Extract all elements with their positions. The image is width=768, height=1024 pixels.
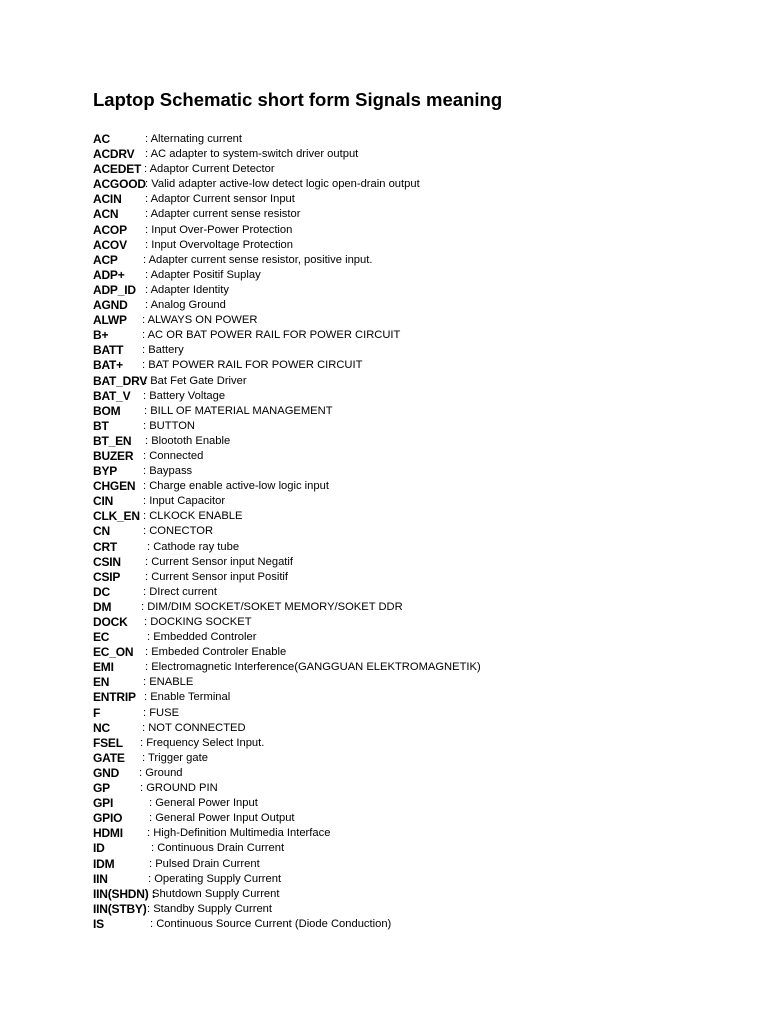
list-item [93, 524, 748, 539]
signal-definition: : GROUND PIN [140, 782, 218, 795]
signal-abbreviation: CIN [93, 494, 114, 509]
list-item [93, 434, 748, 449]
list-item [93, 162, 748, 177]
signal-abbreviation: EC_ON [93, 645, 134, 660]
signal-abbreviation: ACEDET [93, 162, 142, 177]
signal-definition: : BAT POWER RAIL FOR POWER CIRCUIT [142, 359, 363, 372]
list-item [93, 132, 748, 147]
list-item [93, 283, 748, 298]
signal-definition: : DOCKING SOCKET [144, 616, 252, 628]
signal-definition: : Adapter current sense resistor, positive input. [143, 253, 373, 266]
signal-definition: : Input Over-Power Protection [145, 223, 293, 236]
signal-abbreviation: CLK_EN [93, 509, 140, 524]
signal-abbreviation: BUZER [93, 448, 134, 463]
list-item [93, 223, 748, 238]
signal-definition: : Adapter current sense resistor [145, 208, 301, 221]
signal-definition: : Adapter Positif Suplay [145, 268, 261, 281]
signal-definition: : Continuous Source Current (Diode Conduction) [150, 917, 392, 930]
signal-definition: : AC OR BAT POWER RAIL FOR POWER CIRCUIT [142, 329, 401, 342]
signal-definition: : Current Sensor input Negatif [145, 555, 293, 568]
signal-abbreviation: BT [93, 418, 109, 433]
signal-abbreviation: ENTRIP [93, 690, 136, 705]
list-item [93, 645, 748, 660]
list-item [93, 736, 748, 751]
list-item [93, 555, 748, 570]
signal-abbreviation: ACN [93, 207, 119, 222]
list-item [93, 630, 748, 645]
signal-abbreviation: BATT [93, 343, 124, 358]
list-item [93, 872, 748, 887]
signal-definition: : CONECTOR [143, 525, 214, 538]
signal-definition: : Bat Fet Gate Driver [144, 374, 247, 387]
list-item [93, 826, 748, 841]
signal-abbreviation: ACGOOD [93, 177, 146, 192]
signal-definition: : Bloototh Enable [145, 434, 231, 447]
signal-abbreviation: ACDRV [93, 147, 135, 162]
list-item [93, 238, 748, 253]
signal-definition: : DIM/DIM SOCKET/SOKET MEMORY/SOKET DDR [141, 600, 403, 613]
signal-definition: : Current Sensor input Positif [145, 570, 289, 583]
signal-abbreviation: BAT+ [93, 358, 123, 373]
signal-abbreviation: BOM [93, 403, 121, 418]
signal-abbreviation: EC [93, 630, 110, 645]
list-item [93, 585, 748, 600]
signal-definition: : Continuous Drain Current [151, 842, 285, 855]
list-item [93, 449, 748, 464]
signal-definition: Shutdown Supply Current [152, 887, 280, 900]
signal-definition: : Frequency Select Input. [140, 736, 265, 749]
signal-definition: : Enable Terminal [144, 691, 231, 704]
page-title: Laptop Schematic short form Signals meaning [93, 89, 503, 110]
list-item [93, 192, 748, 207]
list-item [93, 389, 748, 404]
signal-abbreviation: GP [93, 781, 110, 796]
list-item [93, 313, 748, 328]
signal-abbreviation: ACOV [93, 237, 127, 252]
signal-definition: : Standby Supply Current [147, 902, 272, 915]
list-item [93, 419, 748, 434]
list-item [93, 404, 748, 419]
signal-abbreviation: BAT_V [93, 388, 131, 403]
signal-definition: : Charge enable active-low logic input [143, 480, 329, 493]
signal-definition: : FUSE [143, 706, 180, 719]
list-item [93, 600, 748, 615]
signal-definition: : Ground [139, 766, 183, 779]
list-item [93, 857, 748, 872]
signal-definition: : Analog Ground [145, 299, 226, 312]
signal-definition: : AC adapter to system-switch driver output [145, 148, 359, 161]
list-item [93, 721, 748, 736]
list-item [93, 374, 748, 389]
list-item [93, 690, 748, 705]
signal-abbreviation: GPI [93, 796, 114, 811]
signal-definition: : Battery [142, 344, 184, 357]
signal-abbreviation: GPIO [93, 811, 123, 826]
signal-abbreviation: BT_EN [93, 433, 132, 448]
signal-definition: : BILL OF MATERIAL MANAGEMENT [144, 404, 333, 417]
signal-definition: : Adaptor Current Detector [144, 163, 275, 176]
signal-abbreviation: B+ [93, 328, 109, 343]
list-item [93, 207, 748, 222]
list-item [93, 660, 748, 675]
signal-abbreviation: DM [93, 599, 112, 614]
signal-abbreviation: IIN(SHDN) : [93, 886, 156, 901]
list-item [93, 781, 748, 796]
signal-definition: : ALWAYS ON POWER [142, 314, 258, 327]
signal-definition: : Electromagnetic Interference(GANGGUAN ELEKTROMAGNETIK) [145, 661, 481, 674]
list-item [93, 811, 748, 826]
list-item [93, 298, 748, 313]
signal-abbreviation: ACIN [93, 192, 122, 207]
signal-definition: : Alternating current [145, 133, 243, 145]
list-item [93, 796, 748, 811]
signal-abbreviation: IDM [93, 856, 115, 871]
signal-definition: : Baypass [143, 465, 193, 478]
signal-abbreviation: DC [93, 584, 110, 599]
list-item [93, 675, 748, 690]
signal-abbreviation: CN [93, 524, 110, 539]
signal-definition: : General Power Input [149, 797, 258, 810]
signal-abbreviation: GATE [93, 750, 125, 765]
list-item [93, 887, 748, 902]
list-item [93, 706, 748, 721]
signal-abbreviation: IIN [93, 871, 108, 886]
signal-definition: : DIrect current [143, 585, 217, 598]
list-item [93, 570, 748, 585]
signal-definition: : CLKOCK ENABLE [143, 510, 243, 523]
list-item [93, 147, 748, 162]
signal-abbreviation: AGND [93, 298, 128, 313]
list-item [93, 464, 748, 479]
signal-definition: : General Power Input Output [149, 812, 295, 825]
signal-abbreviation: HDMI [93, 826, 123, 841]
list-item [93, 615, 748, 630]
signal-definition: : Valid adapter active-low detect logic open-drain output [145, 178, 420, 191]
signal-abbreviation: ID [93, 841, 105, 856]
list-item [93, 358, 748, 373]
signal-abbreviation: CRT [93, 539, 118, 554]
signal-abbreviation: DOCK [93, 615, 128, 629]
list-item [93, 328, 748, 343]
signal-abbreviation: IS [93, 916, 104, 931]
signal-definition: : Adapter Identity [145, 283, 229, 296]
signal-abbreviation: NC [93, 720, 110, 735]
signal-definition: : Embedded Controler [147, 631, 257, 644]
list-item [93, 902, 748, 917]
signal-definition: : Battery Voltage [143, 389, 226, 402]
signal-abbreviation: IIN(STBY) [93, 901, 147, 916]
list-item [93, 177, 748, 192]
list-item [93, 494, 748, 509]
signal-abbreviation: BAT_DRV [93, 373, 148, 388]
list-item [93, 479, 748, 494]
signal-definition: : Cathode ray tube [147, 540, 240, 553]
signal-abbreviation: EMI [93, 660, 114, 675]
signal-definition: : Operating Supply Current [148, 872, 282, 885]
signal-abbreviation: FSEL [93, 735, 123, 750]
signal-abbreviation: CSIN [93, 554, 121, 569]
list-item [93, 766, 748, 781]
list-item [93, 253, 748, 268]
signal-definition: : Connected [143, 449, 204, 462]
signal-definition: : NOT CONNECTED [142, 721, 246, 734]
signal-abbreviation: ACOP [93, 222, 127, 237]
list-item [93, 917, 748, 932]
signal-abbreviation: CSIP [93, 569, 121, 584]
signal-abbreviation: GND [93, 765, 120, 780]
signal-abbreviation: F [93, 705, 101, 720]
signal-abbreviation: CHGEN [93, 479, 136, 494]
signal-abbreviation: BYP [93, 464, 118, 479]
signal-abbreviation: ALWP [93, 313, 127, 328]
signal-definition: : BUTTON [143, 419, 196, 432]
abbreviation-list [93, 132, 748, 932]
signal-abbreviation: ADP_ID [93, 282, 136, 297]
signal-definition: : Adaptor Current sensor Input [145, 193, 295, 206]
list-item [93, 751, 748, 766]
list-item [93, 540, 748, 555]
list-item [93, 509, 748, 524]
document-page [93, 88, 748, 932]
signal-abbreviation: ADP+ [93, 267, 125, 282]
list-item [93, 268, 748, 283]
signal-abbreviation: ACP [93, 252, 118, 267]
signal-definition: : Embeded Controler Enable [145, 646, 287, 659]
signal-abbreviation: AC [93, 132, 110, 146]
signal-definition: : High-Definition Multimedia Interface [147, 827, 331, 840]
list-item [93, 343, 748, 358]
signal-definition: : ENABLE [143, 676, 194, 689]
signal-abbreviation: EN [93, 675, 110, 690]
signal-definition: : Input Capacitor [143, 495, 226, 508]
signal-definition: : Trigger gate [142, 751, 208, 764]
signal-definition: : Input Overvoltage Protection [145, 238, 294, 251]
signal-definition: : Pulsed Drain Current [149, 857, 260, 870]
list-item [93, 841, 748, 856]
